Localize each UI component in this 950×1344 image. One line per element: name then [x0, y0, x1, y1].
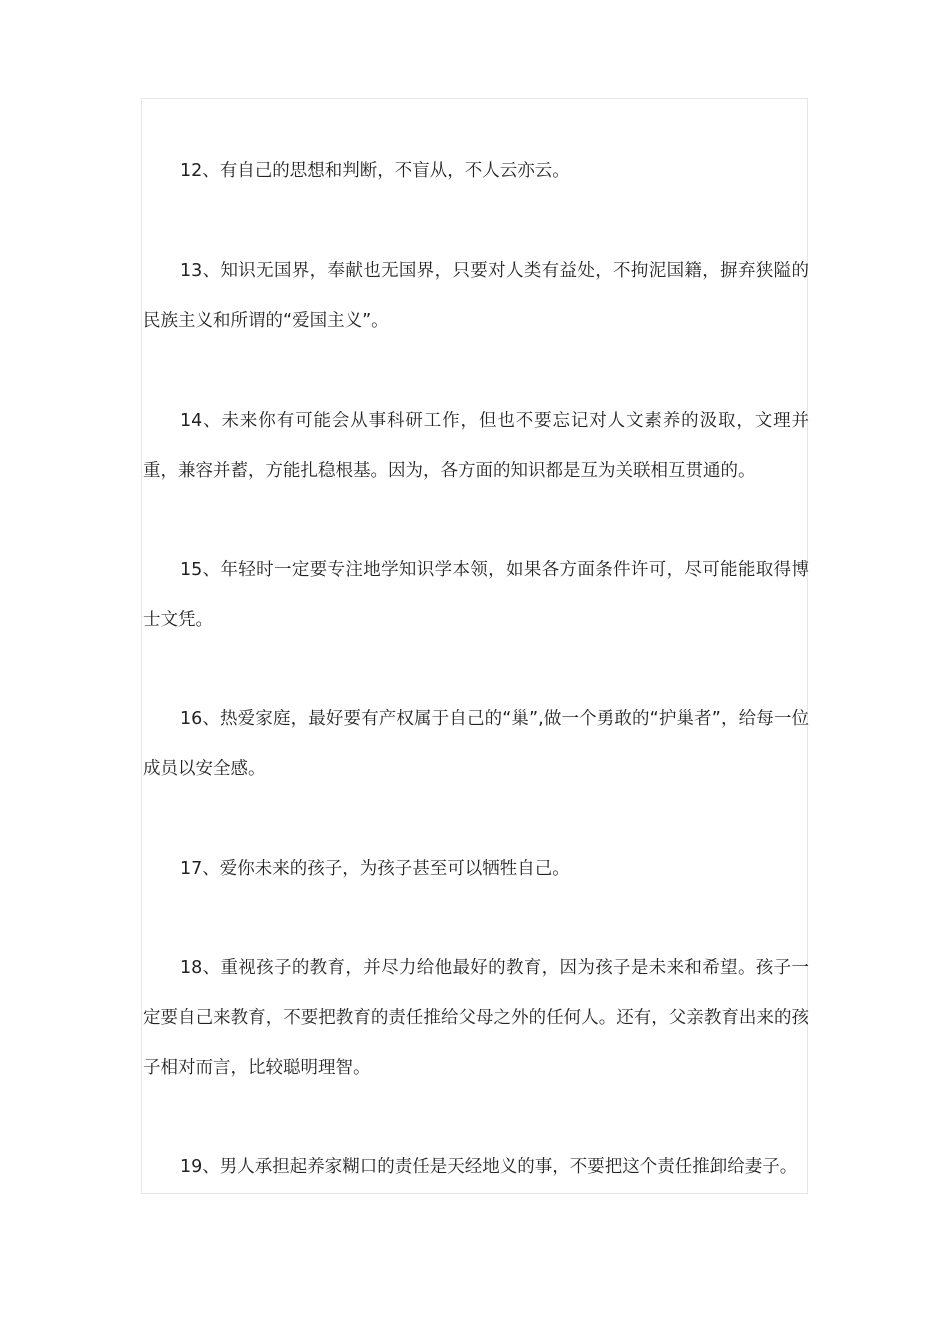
paragraph-19: 19、男人承担起养家糊口的责任是天经地义的事，不要把这个责任推卸给妻子。	[180, 1157, 798, 1177]
paragraph-13: 13、知识无国界，奉献也无国界，只要对人类有益处，不拘泥国籍，摒弃狭隘的民族主义和所谓的“爱国主义”。	[143, 261, 809, 331]
paragraph-16: 16、热爱家庭，最好要有产权属于自己的“巢”,做一个勇敢的“护巢者”，给每一位成员以安全感。	[143, 709, 809, 779]
paragraph-14: 14、未来你有可能会从事科研工作，但也不要忘记对人文素养的汲取，文理并重，兼容并蓄，方能扎稳根基。因为，各方面的知识都是互为关联相互贯通的。	[143, 411, 809, 481]
paragraph-12: 12、有自己的思想和判断，不盲从，不人云亦云。	[180, 161, 570, 181]
paragraph-18: 18、重视孩子的教育，并尽力给他最好的教育，因为孩子是未来和希望。孩子一定要自己来教育，不要把教育的责任推给父母之外的任何人。还有，父亲教育出来的孩子相对而言，比较聪明理智。	[143, 958, 809, 1078]
paragraph-15: 15、年轻时一定要专注地学知识学本领，如果各方面条件许可，尽可能能取得博士文凭。	[143, 560, 809, 630]
paragraph-17: 17、爱你未来的孩子，为孩子甚至可以牺牲自己。	[180, 859, 570, 879]
